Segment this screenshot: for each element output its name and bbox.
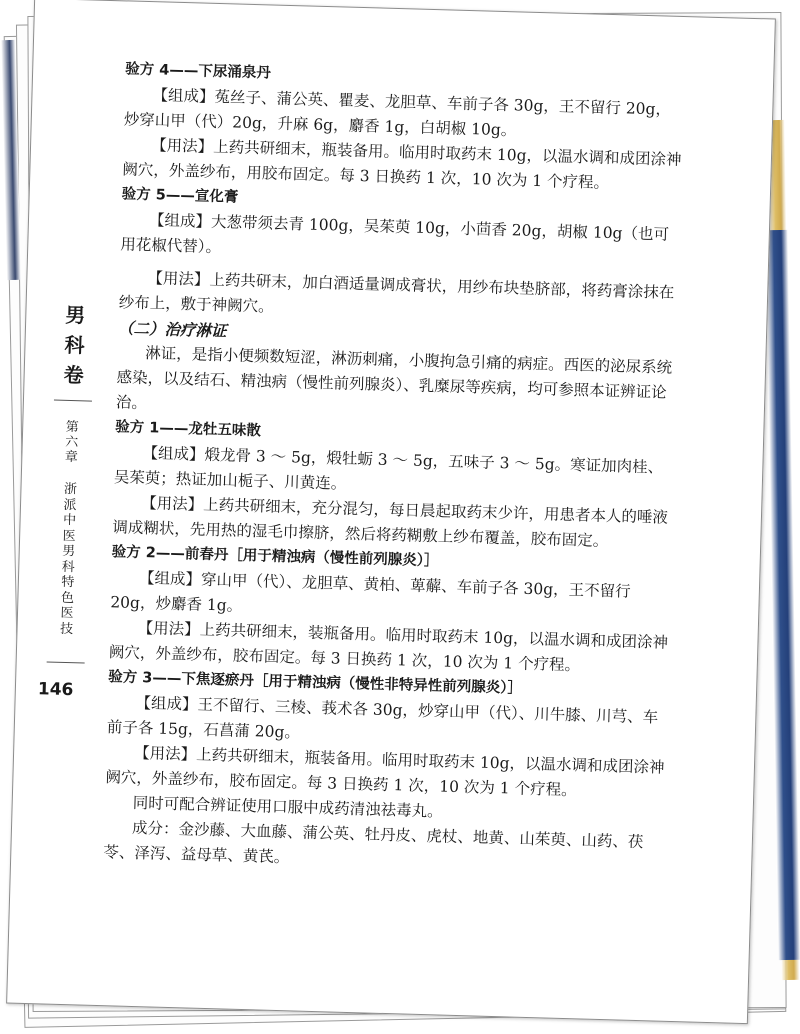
- recipe-heading: 验方 5——宣化膏: [121, 186, 239, 206]
- body-paragraph: 【组成】菟丝子、蒲公英、瞿麦、龙胆草、车前子各 30g，王不留行 20g，炒穿山甲（代）20g，升麻 6g，麝香 1g，白胡椒 10g。: [123, 86, 672, 140]
- chapter-title: 浙派中医男科特色医技: [59, 481, 78, 637]
- recipe-heading: 验方 1——龙牡五味散: [115, 419, 262, 440]
- body-paragraph: 【组成】王不留行、三棱、莪术各 30g，炒穿山甲（代）、川牛膝、川芎、车前子各 15g，石菖蒲 20g。: [106, 693, 659, 742]
- body-paragraph: 【组成】大葱带须去青 100g，吴茱萸 10g，小茴香 20g，胡椒 10g（也可用花椒代替）。: [120, 211, 670, 257]
- section-title: 男科卷: [63, 302, 86, 388]
- body-paragraph: 【用法】上药共研细末，瓶装备用。临用时取药末 10g，以温水调和成团涂神阙穴，外盖纱布，胶布固定。每 3 日换药 1 次，10 次为 1 个疗程。: [105, 743, 665, 800]
- recipe-heading: 验方 4——下尿涌泉丹: [125, 61, 272, 82]
- body-paragraph: 【组成】煅龙骨 3 ～ 5g，煅牡蛎 3 ～ 5g，五味子 3 ～ 5g。寒证加肉桂、吴茱萸；热证加山栀子、川黄连。: [113, 444, 664, 493]
- page-content: [103, 57, 685, 880]
- body-paragraph: 同时可配合辨证使用口服中成药清浊祛毒丸。: [132, 793, 443, 821]
- body-paragraph: 【用法】上药共研细末，充分混匀，每日晨起取药末少许，用患者本人的唾液调成糊状，先用热的湿毛巾擦脐，然后将药糊敷上纱布覆盖，胶布固定。: [112, 494, 669, 551]
- recipe-heading: 验方 2——前春丹［用于精浊病（慢性前列腺炎）］: [111, 544, 439, 570]
- sidebar-divider: [54, 400, 92, 402]
- body-paragraph: 【组成】穿山甲（代）、龙胆草、黄柏、萆薢、车前子各 30g，王不留行 20g，炒麝香 1g。: [110, 568, 631, 615]
- body-paragraph: 成分：金沙藤、大血藤、蒲公英、牡丹皮、虎杖、地黄、山茱萸、山药、茯苓、泽泻、益母草、黄芪。: [103, 818, 644, 867]
- sidebar-divider: [47, 661, 85, 663]
- body-paragraph: 【用法】上药共研细末，瓶装备用。临用时取药末 10g，以温水调和成团涂神阙穴，外盖纱布，用胶布固定。每 3 日换药 1 次，10 次为 1 个疗程。: [122, 136, 682, 192]
- body-paragraph: 淋证，是指小便频数短涩，淋沥刺痛，小腹拘急引痛的病症。西医的泌尿系统感染，以及结石、精浊病（慢性前列腺炎）、乳糜尿等疾病，均可参照本证辨证论治。: [115, 344, 673, 413]
- recipe-heading: 验方 3——下焦逐瘀丹［用于精浊病（慢性非特异性前列腺炎）］: [108, 669, 523, 697]
- body-paragraph: 【用法】上药共研细末，装瓶备用。临用时取药末 10g，以温水调和成团涂神阙穴，外盖纱布，胶布固定。每 3 日换药 1 次，10 次为 1 个疗程。: [108, 618, 669, 675]
- chapter-label: 第六章: [64, 419, 79, 466]
- page-number: 146: [37, 679, 74, 701]
- book-page: [6, 0, 776, 1024]
- subsection-heading: （二）治疗淋证: [117, 318, 227, 341]
- body-paragraph: 【用法】上药共研末，加白酒适量调成膏状，用纱布块垫脐部，将药膏涂抹在纱布上，敷于神阙穴。: [118, 269, 675, 316]
